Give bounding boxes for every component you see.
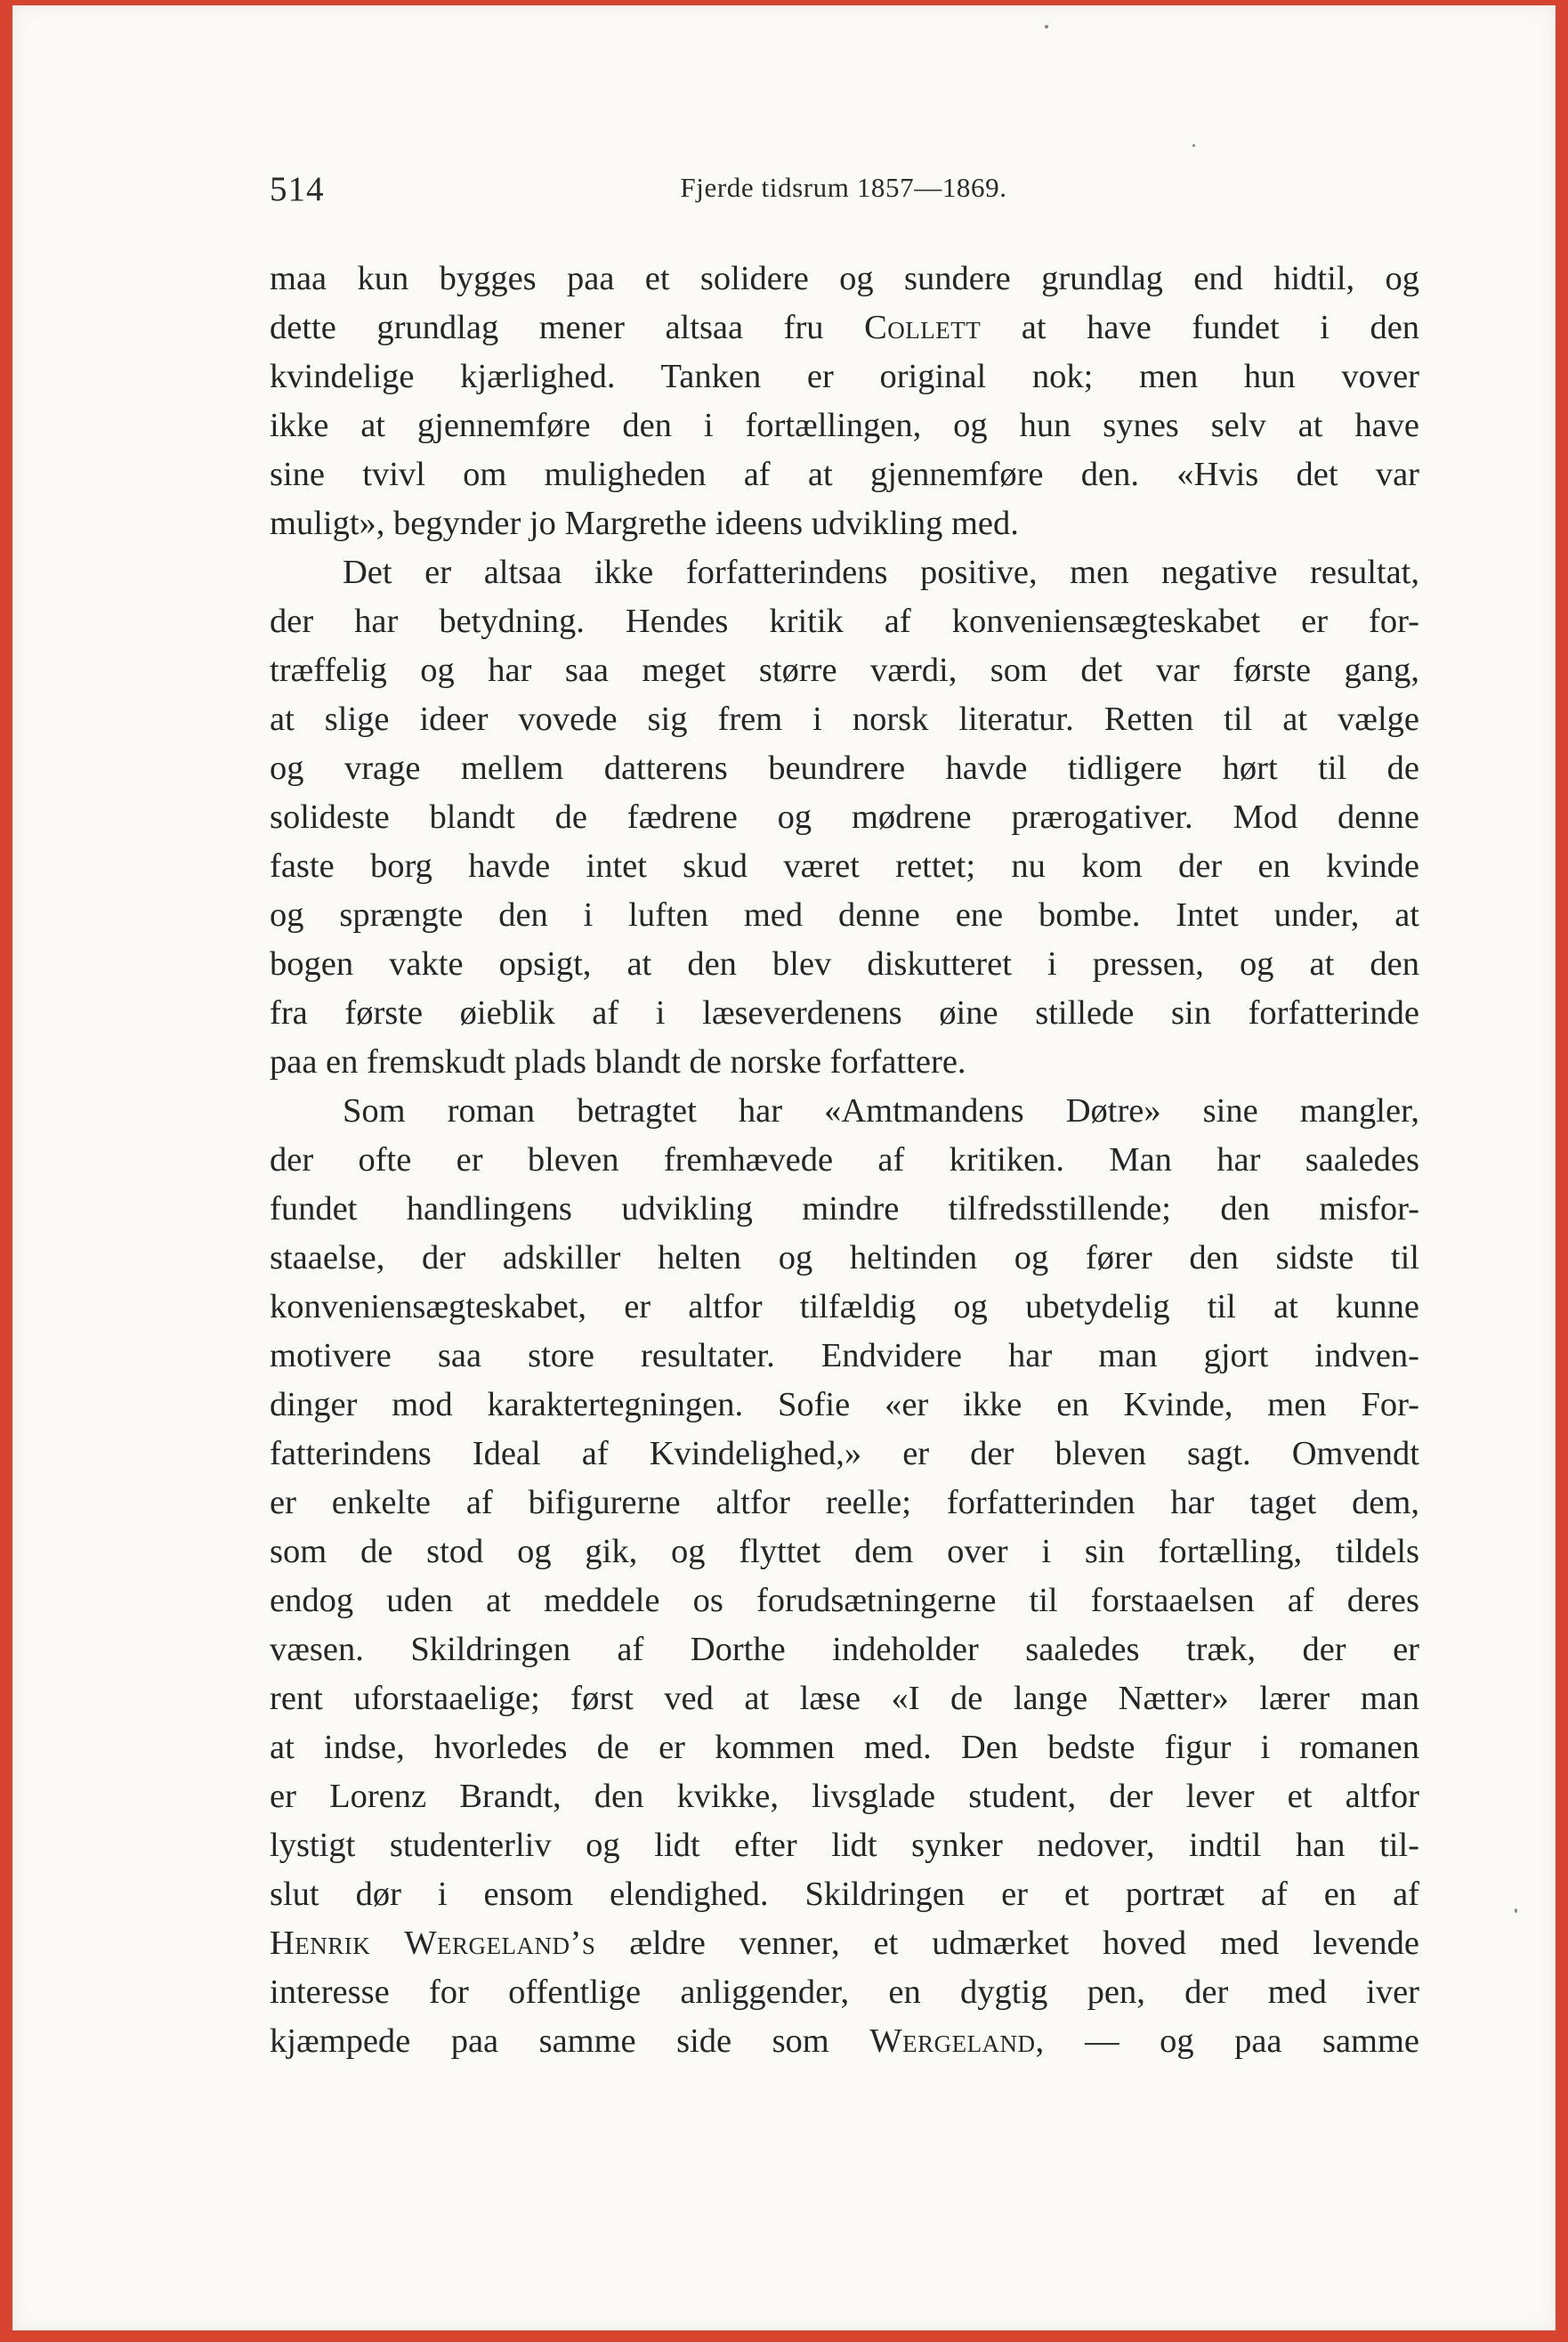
text-line: faste borg havde intet skud været rettet; nu kom der en kvinde — [270, 847, 1419, 885]
author-name-henrik: Henrik — [270, 1925, 371, 1962]
text-line — [270, 1919, 1419, 1968]
text-fragment: kjæmpede paa samme side som — [270, 2022, 829, 2060]
text-line: muligt», begynder jo Margrethe ideens udvikling med. — [270, 505, 1019, 542]
paper-speck — [1045, 25, 1048, 28]
text-line: lystigt studenterliv og lidt efter lidt synker nedover, indtil han til- — [270, 1827, 1419, 1864]
text-line: fatterindens Ideal af Kvindelighed,» er der bleven sagt. Omvendt — [270, 1435, 1419, 1472]
author-name-wergeland: Wergeland, — [869, 2022, 1045, 2060]
text-line: dinger mod karaktertegningen. Sofie «er ikke en Kvinde, men For- — [270, 1386, 1419, 1423]
text-line: paa en fremskudt plads blandt de norske forfattere. — [270, 1043, 966, 1081]
author-name-wergeland-possessive: Wergeland’s — [404, 1925, 596, 1962]
text-line: sine tvivl om muligheden af at gjennemføre den. «Hvis det var — [270, 456, 1419, 493]
text-line: staaelse, der adskiller helten og heltinden og fører den sidste til — [270, 1239, 1419, 1276]
running-title: Fjerde tidsrum 1857—1869. — [680, 172, 1007, 203]
text-line: der har betydning. Hendes kritik af konveniensægteskabet er for- — [270, 603, 1419, 640]
text-line: at slige ideer vovede sig frem i norsk literatur. Retten til at vælge — [270, 701, 1419, 738]
text-line: og vrage mellem datterens beundrere havde tidligere hørt til de — [270, 750, 1419, 787]
text-line: slut dør i ensom elendighed. Skildringen er et portræt af en af — [270, 1876, 1419, 1913]
text-fragment: dette grundlag mener altsaa fru — [270, 309, 824, 346]
text-line: endog uden at meddele os forudsætningerne til forstaaelsen af deres — [270, 1582, 1419, 1619]
text-line: solideste blandt de fædrene og mødrene prærogativer. Mod denne — [270, 798, 1419, 836]
text-line: som de stod og gik, og flyttet dem over i sin fortælling, tildels — [270, 1533, 1419, 1570]
text-line: er Lorenz Brandt, den kvikke, livsglade student, der lever et altfor — [270, 1778, 1419, 1815]
text-line: at indse, hvorledes de er kommen med. Den bedste figur i romanen — [270, 1729, 1419, 1766]
text-line: og sprængte den i luften med denne ene bombe. Intet under, at — [270, 896, 1419, 934]
text-line: træffelig og har saa meget større værdi, som det var første gang, — [270, 652, 1419, 689]
text-line: Som roman betragtet har «Amtmandens Døtre» sine mangler, — [343, 1092, 1419, 1130]
text-line: fundet handlingens udvikling mindre tilfredsstillende; den misfor- — [270, 1190, 1419, 1228]
text-line: er enkelte af bifigurerne altfor reelle; forfatterinden har taget dem, — [270, 1484, 1419, 1521]
text-line: interesse for offentlige anliggender, en dygtig pen, der med iver — [270, 1973, 1419, 2011]
text-line: væsen. Skildringen af Dorthe indeholder saaledes træk, der er — [270, 1631, 1419, 1668]
text-line: konveniensægteskabet, er altfor tilfældig og ubetydelig til at kunne — [270, 1288, 1419, 1325]
text-line — [270, 304, 1419, 353]
page-number: 514 — [270, 170, 325, 208]
text-line: maa kun bygges paa et solidere og sundere grundlag end hidtil, og — [270, 260, 1419, 297]
paper-speck — [1515, 1908, 1517, 1913]
text-line — [270, 2017, 1419, 2066]
text-fragment: at have fundet i den — [1021, 309, 1419, 346]
text-line: fra første øieblik af i læseverdenens øine stillede sin forfatterinde — [270, 994, 1419, 1032]
text-line: rent uforstaaelige; først ved at læse «I de lange Nætter» lærer man — [270, 1680, 1419, 1717]
paper-speck — [1192, 144, 1195, 147]
text-line: kvindelige kjærlighed. Tanken er original nok; men hun vover — [270, 358, 1419, 395]
text-line: der ofte er bleven fremhævede af kritiken. Man har saaledes — [270, 1141, 1419, 1179]
text-fragment: ældre venner, et udmærket hoved med levende — [629, 1925, 1419, 1962]
text-line: Det er altsaa ikke forfatterindens positive, men negative resultat, — [343, 554, 1419, 591]
text-line: ikke at gjennemføre den i fortællingen, og hun synes selv at have — [270, 407, 1419, 444]
text-line: bogen vakte opsigt, at den blev diskutteret i pressen, og at den — [270, 945, 1419, 983]
author-name-collett: Collett — [864, 309, 982, 346]
text-fragment: — og paa samme — [1085, 2022, 1419, 2060]
body-text — [270, 255, 1419, 2066]
text-line: motivere saa store resultater. Endvidere har man gjort indven- — [270, 1337, 1419, 1374]
page-header — [270, 169, 1418, 223]
